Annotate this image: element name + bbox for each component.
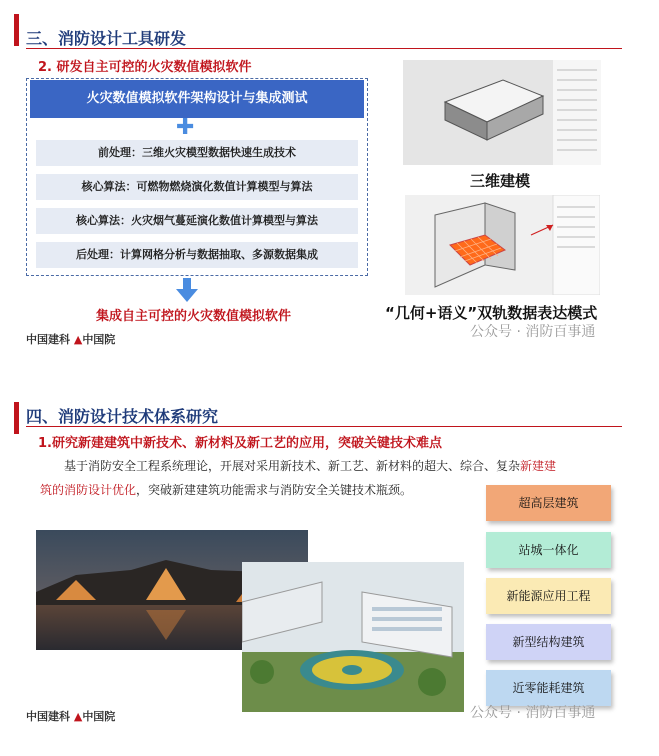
paragraph-highlight-b: 筑的消防设计优化: [40, 483, 137, 497]
caption-dual-track-mode: “几何+语义”双轨数据表达模式: [385, 304, 598, 322]
integrated-software-result: 集成自主可控的火灾数值模拟软件: [96, 309, 292, 324]
architecture-header: 火灾数值模拟软件架构设计与集成测试: [30, 80, 364, 118]
step-core-smoke: 核心算法：火灾烟气蔓延演化数值计算模型与算法: [36, 208, 358, 234]
step-core-combustion: 核心算法：可燃物燃烧演化数值计算模型与算法: [36, 174, 358, 200]
watermark: 公众号 · 消防百事通: [470, 324, 596, 340]
logo-cabr: 中国建科 ▲中国院: [26, 333, 116, 346]
section-4-accent-bar: [14, 402, 19, 434]
section-3-accent-bar: [14, 14, 19, 46]
tag-new-energy: 新能源应用工程: [486, 578, 611, 614]
section-3-subtitle: 2. 研发自主可控的火灾数值模拟软件: [38, 60, 252, 75]
section-4-subtitle: 1.研究新建建筑中新技术、新材料及新工艺的应用，突破关键技术难点: [38, 436, 442, 451]
section-4-title: 四、消防设计技术体系研究: [26, 407, 219, 426]
watermark-2: 公众号 · 消防百事通: [470, 705, 596, 721]
tag-new-structure: 新型结构建筑: [486, 624, 611, 660]
tag-super-high-rise: 超高层建筑: [486, 485, 611, 521]
paragraph-text-a: 基于消防安全工程系统理论，开展对采用新技术、新工艺、新材料的超大、综合、复杂: [64, 459, 521, 473]
step-preprocessing: 前处理：三维火灾模型数据快速生成技术: [36, 140, 358, 166]
plus-icon: ✚: [176, 115, 195, 140]
step-postprocessing: 后处理：计算网格分析与数据抽取、多源数据集成: [36, 242, 358, 268]
section-3-slide: [0, 0, 659, 350]
logo-cabr-2: 中国建科 ▲中国院: [26, 710, 116, 723]
paragraph-text-b: ，突破新建建筑功能需求与消防安全关键技术瓶颈。: [136, 483, 413, 497]
section-3-title: 三、消防设计工具研发: [26, 29, 187, 48]
3d-model-screenshot: [403, 60, 601, 165]
tag-station-city: 站城一体化: [486, 532, 611, 568]
section-4-slide: [0, 388, 659, 756]
down-arrow-icon: [176, 278, 198, 302]
paragraph-highlight-a: 新建建: [520, 459, 557, 473]
section-4-rule: [26, 426, 622, 427]
campus-aerial-photo: [242, 562, 464, 712]
caption-3d-modeling: 三维建模: [470, 172, 531, 190]
section-3-rule: [26, 48, 622, 49]
fire-grid-model-screenshot: [405, 195, 600, 295]
tag-near-zero-energy: 近零能耗建筑: [486, 670, 611, 706]
